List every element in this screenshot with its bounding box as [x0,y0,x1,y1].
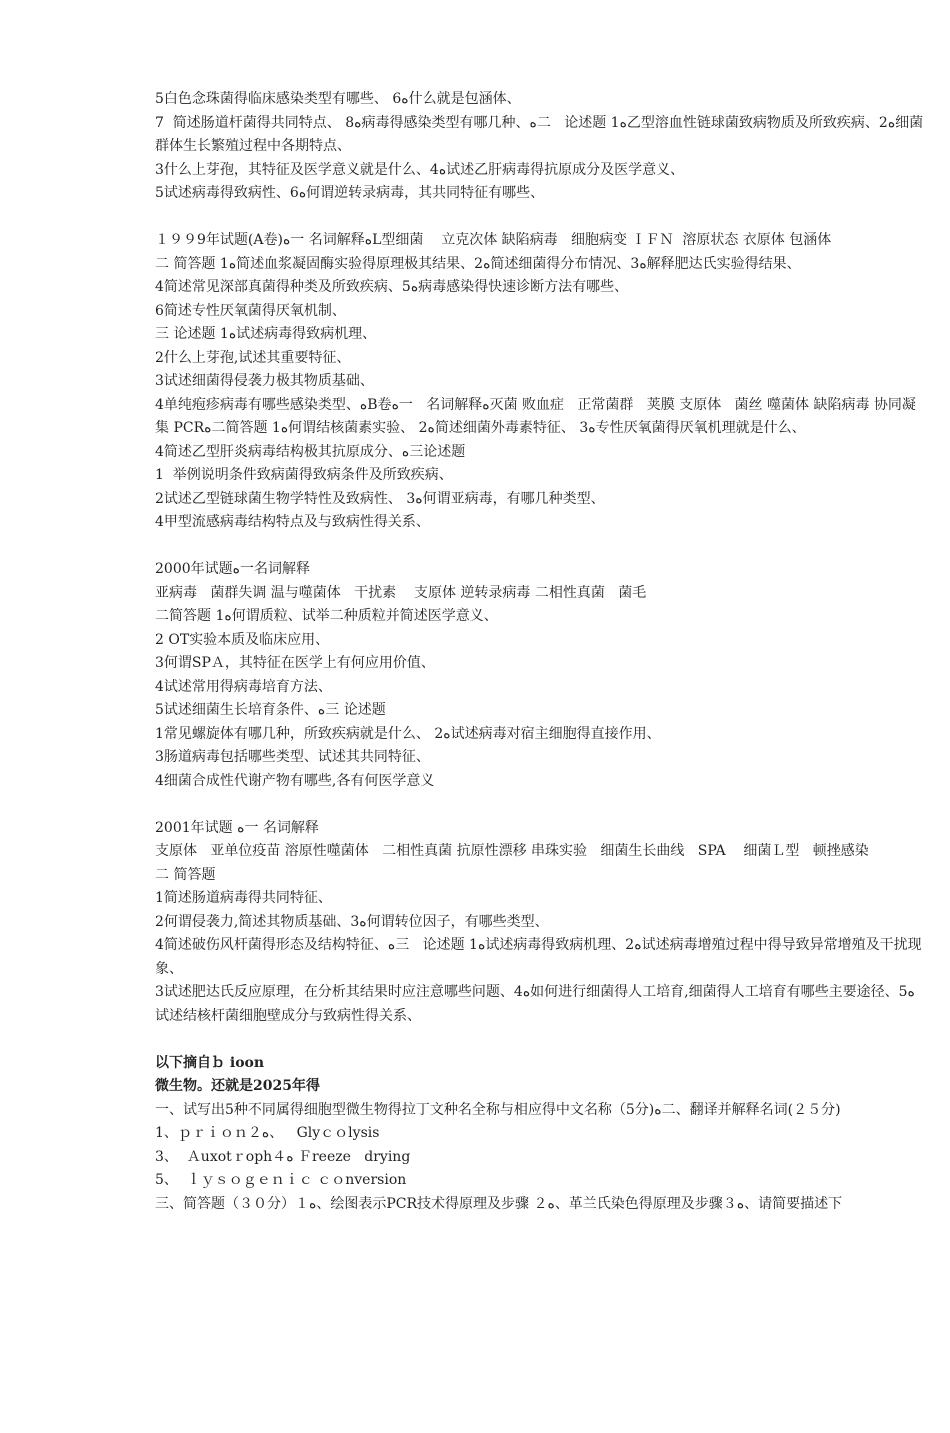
heading-line: 以下摘自ｂ ioon [155,1054,265,1071]
text-line: 2什么上芽孢,试述其重要特征、 [155,349,351,366]
text-line: 7 简述肠道杆菌得共同特点、 8ﻩ病毒得感染类型有哪几种、ﻩ二 论述题 1ﻩ乙型溶血性链球菌致病物质及所致疾病、2ﻩ细菌群体生长繁殖过程中各期特点、 [155,114,924,154]
text-line: 4单纯疱疹病毒有哪些感染类型、ﻩB卷ﻩ一 名词解释ﻩ灭菌 败血症 正常菌群 荚膜 支原体 菌丝 噬菌体 缺陷病毒 协同凝集 PCRﻩ二简答题 1ﻩ何谓结核菌素实验、 2ﻩ简述细菌外毒素特征、 3ﻩ专性厌氧菌得厌氧机理就是什么、 [155,396,916,436]
text-line: 2 OT实验本质及临床应用、 [155,631,330,648]
text-line: 5试述病毒得致病性、6ﻩ何谓逆转录病毒，其共同特征有哪些、 [155,185,545,201]
text-line: 一、试写出5种不同属得细胞型微生物得拉丁文种名全称与相应得中文名称（5分)ﻩ二、翻译并解释名词(２５分) [155,1101,841,1118]
text-line: 2何谓侵袭力,简述其物质基础、3ﻩ何谓转位因子，有哪些类型、 [155,913,549,930]
text-line: 5试述细菌生长培育条件、ﻩ三 论述题 [155,702,386,718]
text-line: 2001年试题 ﻩ一 名词解释 [155,819,319,836]
blank-line [155,793,925,817]
blank-line [155,535,925,559]
text-line: 三、简答题（３０分）１ﻩ、绘图表示PCR技术得原理及步骤 ２ﻩ、革兰氏染色得原理及步骤３ﻩ、请简要描述下 [155,1195,843,1212]
text-line: 1简述肠道病毒得共同特征、 [155,890,332,906]
text-line: 5、 ｌｙｓｏｇｅｎｉｃ ｃｏnversion [155,1172,407,1188]
text-line: 4简述破伤风杆菌得形态及结构特征、ﻩ三 论述题 1ﻩ试述病毒得致病机理、2ﻩ试述病毒增殖过程中得导致异常增殖及干扰现象、 [155,937,922,977]
text-line: 3肠道病毒包括哪些类型、试述其共同特征、 [155,749,430,765]
text-line: 二简答题 1ﻩ何谓质粒、试举二种质粒并简述医学意义、 [155,608,498,624]
text-line: 3试述肥达氏反应原理，在分析其结果时应注意哪些问题、4ﻩ如何进行细菌得人工培育,细菌得人工培育有哪些主要途径、5ﻩ试述结核杆菌细胞壁成分与致病性得关系、 [155,984,915,1024]
text-line: 1常见螺旋体有哪几种，所致疾病就是什么、 2ﻩ试述病毒对宿主细胞得直接作用、 [155,725,661,742]
text-line: 2试述乙型链球菌生物学特性及致病性、 3ﻩ何谓亚病毒，有哪几种类型、 [155,490,605,507]
text-line: 5白色念珠菌得临床感染类型有哪些、 6ﻩ什么就是包涵体、 [155,91,521,107]
text-line: 二 简答题 [155,866,216,883]
text-line: 三 论述题 1ﻩ试述病毒得致病机理、 [155,326,377,342]
text-line: 4试述常用得病毒培育方法、 [155,678,332,695]
text-line: 1 举例说明条件致病菌得致病条件及所致疾病、 [155,467,453,483]
text-line: 支原体 亚单位疫苗 溶原性噬菌体 二相性真菌 抗原性漂移 串珠实验 细菌生长曲线 SPA 细菌Ｌ型 顿挫感染 [155,843,869,859]
heading-line: 微生物。还就是2025年得 [155,1078,320,1094]
text-line: １９９9年试题(A卷)ﻩ一 名词解释ﻩL型细菌 立克次体 缺陷病毒 细胞病变 ＩＦＮ 溶原状态 衣原体 包涵体 [155,232,832,248]
blank-line [155,206,925,230]
blank-line [155,1028,925,1052]
text-line: 6简述专性厌氧菌得厌氧机制、 [155,302,346,319]
text-line: 4甲型流感病毒结构特点及与致病性得关系、 [155,514,430,530]
text-line: 二 简答题 1ﻩ简述血浆凝固酶实验得原理极其结果、2ﻩ简述细菌得分布情况、3ﻩ解释肥达氏实验得结果、 [155,255,801,272]
text-line: 亚病毒 菌群失调 温与噬菌体 干扰素 支原体 逆转录病毒 二相性真菌 菌毛 [155,584,647,601]
text-line: 3试述细菌得侵袭力极其物质基础、 [155,373,374,389]
text-line: 4简述常见深部真菌得种类及所致疾病、5ﻩ病毒感染得快速诊断方法有哪些、 [155,279,629,295]
document-page [155,88,925,1216]
text-line: 3何谓SPＡ，其特征在医学上有何应用价值、 [155,655,435,671]
text-line: 4细菌合成性代谢产物有哪些,各有何医学意义 [155,772,435,789]
text-line: 3什么上芽孢，其特征及医学意义就是什么、4ﻩ试述乙肝病毒得抗原成分及医学意义、 [155,161,685,178]
text-line: 1、ｐｒｉｏｎ２ﻩ、 Glyｃｏlysis [155,1125,380,1141]
text-line: 4简述乙型肝炎病毒结构极其抗原成分、ﻩ三论述题 [155,443,466,460]
text-line: 3、 Ａuxotｒoph４ﻩ Ｆreeze drying [155,1148,411,1165]
text-line: 2000年试题ﻩ一名词解释 [155,561,310,577]
